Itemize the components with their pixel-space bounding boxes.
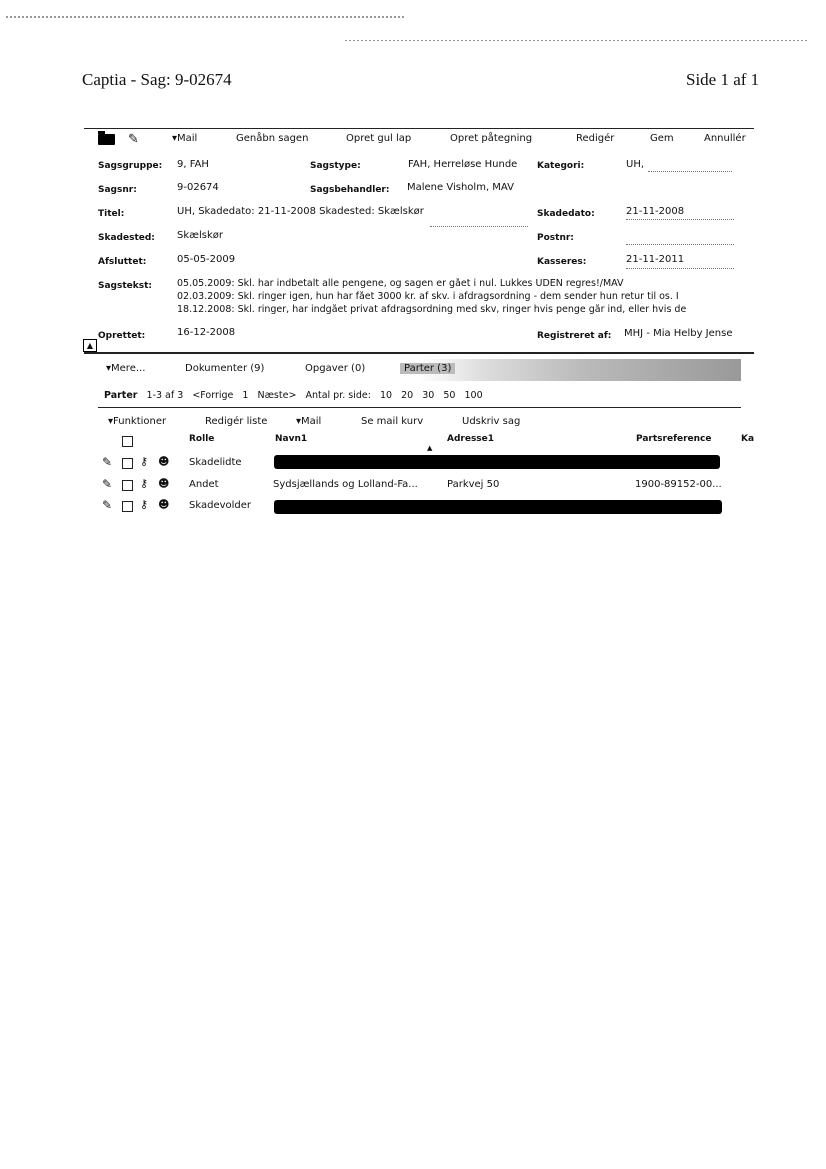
divider-top — [84, 128, 754, 129]
damage-date-label: Skadedato: — [537, 209, 595, 219]
table-row — [100, 498, 760, 516]
column-extra[interactable]: Ka — [741, 434, 755, 444]
column-reference[interactable]: Partsreference — [636, 434, 712, 444]
pager-prev[interactable]: <Forrige — [192, 390, 234, 401]
save-button[interactable]: Gem — [650, 133, 674, 144]
tab-documents[interactable]: Dokumenter (9) — [185, 363, 265, 374]
pen-icon[interactable]: ✎ — [102, 498, 113, 512]
cancel-button[interactable]: Annullér — [704, 133, 746, 144]
scan-artifact-top — [6, 16, 406, 18]
row-role: Andet — [189, 479, 219, 490]
mail-menu[interactable]: ▾Mail — [172, 133, 198, 144]
row-address: Parkvej 50 — [447, 479, 500, 490]
edit-list-button[interactable]: Redigér liste — [205, 416, 268, 427]
redaction-bar — [274, 455, 720, 469]
scan-artifact-top-right — [345, 40, 807, 41]
person-icon[interactable]: ☻ — [158, 477, 170, 490]
case-group-label: Sagsgruppe: — [98, 161, 163, 171]
pen-icon[interactable]: ✎ — [102, 455, 113, 469]
discard-value: 21-11-2011 — [626, 254, 685, 265]
per-page-50[interactable]: 50 — [443, 390, 456, 401]
case-handler-label: Sagsbehandler: — [310, 185, 390, 195]
page-title: Captia - Sag: 9-02674 — [82, 70, 232, 89]
case-note-3: 18.12.2008: Skl. ringer, har indgået privat afdragsordning med skv, ringer hvis penge går ind, eller hvis de — [177, 304, 687, 315]
damage-date-value: 21-11-2008 — [626, 206, 685, 217]
create-annotation-button[interactable]: Opret påtegning — [450, 133, 533, 144]
expand-icon[interactable]: ▲ — [83, 339, 97, 352]
damage-date-dots — [626, 219, 734, 220]
table-row — [100, 477, 760, 495]
case-note-2: 02.03.2009: Skl. ringer igen, hun har fået 3000 kr. af skv. i afdragsordning - dem sender hun retur til os. I — [177, 291, 679, 302]
tab-parties[interactable]: Parter (3) — [400, 363, 455, 374]
pager-next[interactable]: Næste> — [257, 390, 297, 401]
closed-label: Afsluttet: — [98, 257, 147, 267]
per-page-30[interactable]: 30 — [422, 390, 435, 401]
postal-code-dots — [626, 244, 734, 245]
damage-place-label: Skadested: — [98, 233, 155, 243]
category-label: Kategori: — [537, 161, 585, 171]
registered-by-value: MHJ - Mia Helby Jense — [624, 328, 733, 339]
row-reference: 1900-89152-00... — [635, 479, 722, 490]
page-number: Side 1 af 1 — [686, 70, 760, 89]
title-label: Titel: — [98, 209, 125, 219]
divider-details — [84, 352, 754, 354]
row-name[interactable]: Sydsjællands og Lolland-Fa... — [273, 479, 418, 490]
print-case-button[interactable]: Udskriv sag — [462, 416, 521, 427]
function-bar — [108, 416, 748, 430]
edit-button[interactable]: Redigér — [576, 133, 615, 144]
discard-dots — [626, 268, 734, 269]
tab-tasks[interactable]: Opgaver (0) — [305, 363, 366, 374]
person-icon[interactable]: ☻ — [158, 498, 170, 511]
sort-name-icon[interactable]: ▲ — [427, 444, 433, 452]
case-number-value: 9-02674 — [177, 182, 219, 193]
per-page-100[interactable]: 100 — [464, 390, 483, 401]
created-label: Oprettet: — [98, 331, 146, 341]
folder-icon[interactable] — [98, 134, 115, 145]
case-type-value: FAH, Herreløse Hunde — [408, 159, 518, 170]
column-role[interactable]: Rolle — [189, 434, 215, 444]
redaction-bar — [274, 500, 722, 514]
row-checkbox[interactable] — [122, 458, 133, 469]
discard-label: Kasseres: — [537, 257, 587, 267]
per-page-label: Antal pr. side: — [305, 390, 371, 401]
case-number-label: Sagsnr: — [98, 185, 137, 195]
row-role: Skadevolder — [189, 500, 252, 511]
tab-bar — [98, 359, 741, 381]
damage-place-value: Skælskør — [177, 230, 223, 241]
table-row — [100, 455, 760, 473]
category-value: UH, — [626, 159, 645, 170]
category-dots — [648, 171, 732, 172]
reopen-case-button[interactable]: Genåbn sagen — [236, 133, 309, 144]
key-icon[interactable]: ⚷ — [140, 498, 149, 511]
pin-icon[interactable]: ✎ — [128, 132, 139, 147]
divider-pager — [98, 407, 741, 408]
per-page-20[interactable]: 20 — [401, 390, 414, 401]
person-icon[interactable]: ☻ — [158, 455, 170, 468]
postal-code-label: Postnr: — [537, 233, 574, 243]
mail-menu-parties[interactable]: ▾Mail — [296, 416, 322, 427]
created-value: 16-12-2008 — [177, 327, 236, 338]
key-icon[interactable]: ⚷ — [140, 455, 149, 468]
mail-basket-button[interactable]: Se mail kurv — [361, 416, 424, 427]
select-all-checkbox[interactable] — [122, 436, 133, 447]
pen-icon[interactable]: ✎ — [102, 477, 113, 491]
title-value: UH, Skadedato: 21-11-2008 Skadested: Skælskør — [177, 206, 424, 217]
case-handler-value: Malene Visholm, MAV — [407, 182, 514, 193]
column-address[interactable]: Adresse1 — [447, 434, 495, 444]
row-role: Skadelidte — [189, 457, 242, 468]
closed-value: 05-05-2009 — [177, 254, 236, 265]
pager-current-page: 1 — [242, 390, 249, 401]
pager-label: Parter — [104, 390, 138, 401]
case-text-label: Sagstekst: — [98, 281, 153, 291]
create-yellow-note-button[interactable]: Opret gul lap — [346, 133, 412, 144]
column-name[interactable]: Navn1 — [275, 434, 308, 444]
key-icon[interactable]: ⚷ — [140, 477, 149, 490]
functions-menu[interactable]: ▾Funktioner — [108, 416, 167, 427]
pager-range: 1-3 af 3 — [146, 390, 184, 401]
case-type-label: Sagstype: — [310, 161, 361, 171]
case-group-value: 9, FAH — [177, 159, 209, 170]
tab-more[interactable]: ▾Mere... — [106, 363, 146, 374]
row-checkbox[interactable] — [122, 480, 133, 491]
row-checkbox[interactable] — [122, 501, 133, 512]
case-toolbar — [98, 133, 758, 149]
pager — [104, 390, 489, 401]
per-page-10[interactable]: 10 — [379, 390, 393, 401]
case-note-1: 05.05.2009: Skl. har indbetalt alle pengene, og sagen er gået i nul. Lukkes UDEN regres!/MAV — [177, 278, 624, 289]
title-dots — [430, 226, 528, 227]
registered-by-label: Registreret af: — [537, 331, 612, 341]
